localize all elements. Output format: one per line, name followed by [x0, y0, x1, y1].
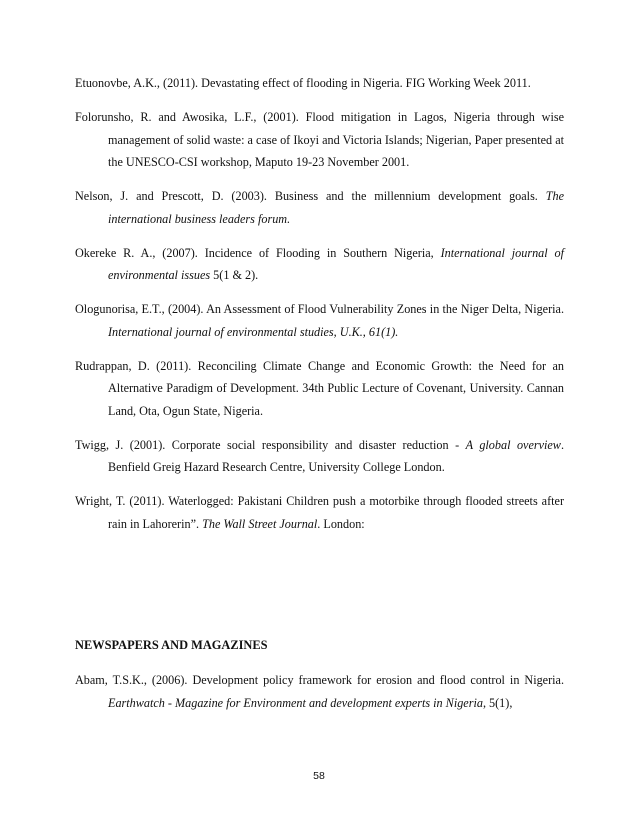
- newspapers-reference-list: [75, 669, 564, 714]
- reference-italic-text: The Wall Street Journal: [202, 516, 318, 531]
- reference-italic-text: International journal of environmental issues: [108, 245, 564, 282]
- reference-text: Nelson, J. and Prescott, D. (2003). Business and the millennium development goals.: [75, 189, 546, 203]
- reference-text: Twigg, J. (2001). Corporate social responsibility and disaster reduction -: [75, 437, 466, 452]
- reference-italic-text: International journal of environmental studies, U.K., 61(1).: [108, 324, 399, 339]
- reference-entry: [75, 242, 564, 287]
- reference-text: Okereke R. A., (2007). Incidence of Flooding in Southern Nigeria,: [75, 245, 441, 260]
- reference-entry: [75, 355, 564, 423]
- reference-entry: [75, 106, 564, 174]
- reference-entry: [75, 72, 564, 95]
- reference-entry: [75, 669, 564, 714]
- reference-text: Folorunsho, R. and Awosika, L.F., (2001). Flood mitigation in Lagos, Nigeria through wise management of solid waste: a case of Ikoyi and Victoria Islands; Nigerian, Paper presented at the UNESCO-CSI workshop, Maputo 19-23 November 2001.: [75, 110, 564, 169]
- reference-text: Etuonovbe, A.K., (2011). Devastating effect of flooding in Nigeria. FIG Working Week 2011.: [75, 76, 531, 90]
- reference-text: . London:: [317, 516, 365, 531]
- reference-text: , 5(1),: [482, 695, 513, 710]
- reference-list: [75, 72, 564, 547]
- reference-entry: [75, 434, 564, 479]
- reference-text: . Benfield Greig Hazard Research Centre, University College London.: [108, 437, 564, 474]
- reference-italic-text: The international business leaders forum.: [108, 189, 564, 226]
- reference-italic-text: A global overview: [465, 437, 561, 452]
- reference-italic-text: Earthwatch - Magazine for Environment and development experts in Nigeria: [108, 695, 483, 710]
- newspapers-section: [75, 634, 564, 726]
- reference-text: Rudrappan, D. (2011). Reconciling Climate Change and Economic Growth: the Need for an Alternative Paradigm of Development. 34th Public Lecture of Covenant, University. Cannan Land, Ota, Ogun State, Nigeria.: [75, 358, 564, 418]
- reference-text: Wright, T. (2011). Waterlogged: Pakistani Children push a motorbike through flooded streets after rain in Lahorerin”.: [75, 494, 564, 531]
- reference-text: Abam, T.S.K., (2006). Development policy framework for erosion and flood control in Nigeria.: [75, 673, 564, 687]
- section-heading: NEWSPAPERS AND MAGAZINES: [75, 638, 268, 652]
- reference-text: Ologunorisa, E.T., (2004). An Assessment of Flood Vulnerability Zones in the Niger Delta, Nigeria.: [75, 302, 564, 316]
- page-number: 58: [313, 770, 325, 782]
- reference-entry: [75, 490, 564, 535]
- reference-entry: [75, 298, 564, 343]
- reference-entry: [75, 185, 564, 230]
- reference-text: 5(1 & 2).: [210, 268, 259, 282]
